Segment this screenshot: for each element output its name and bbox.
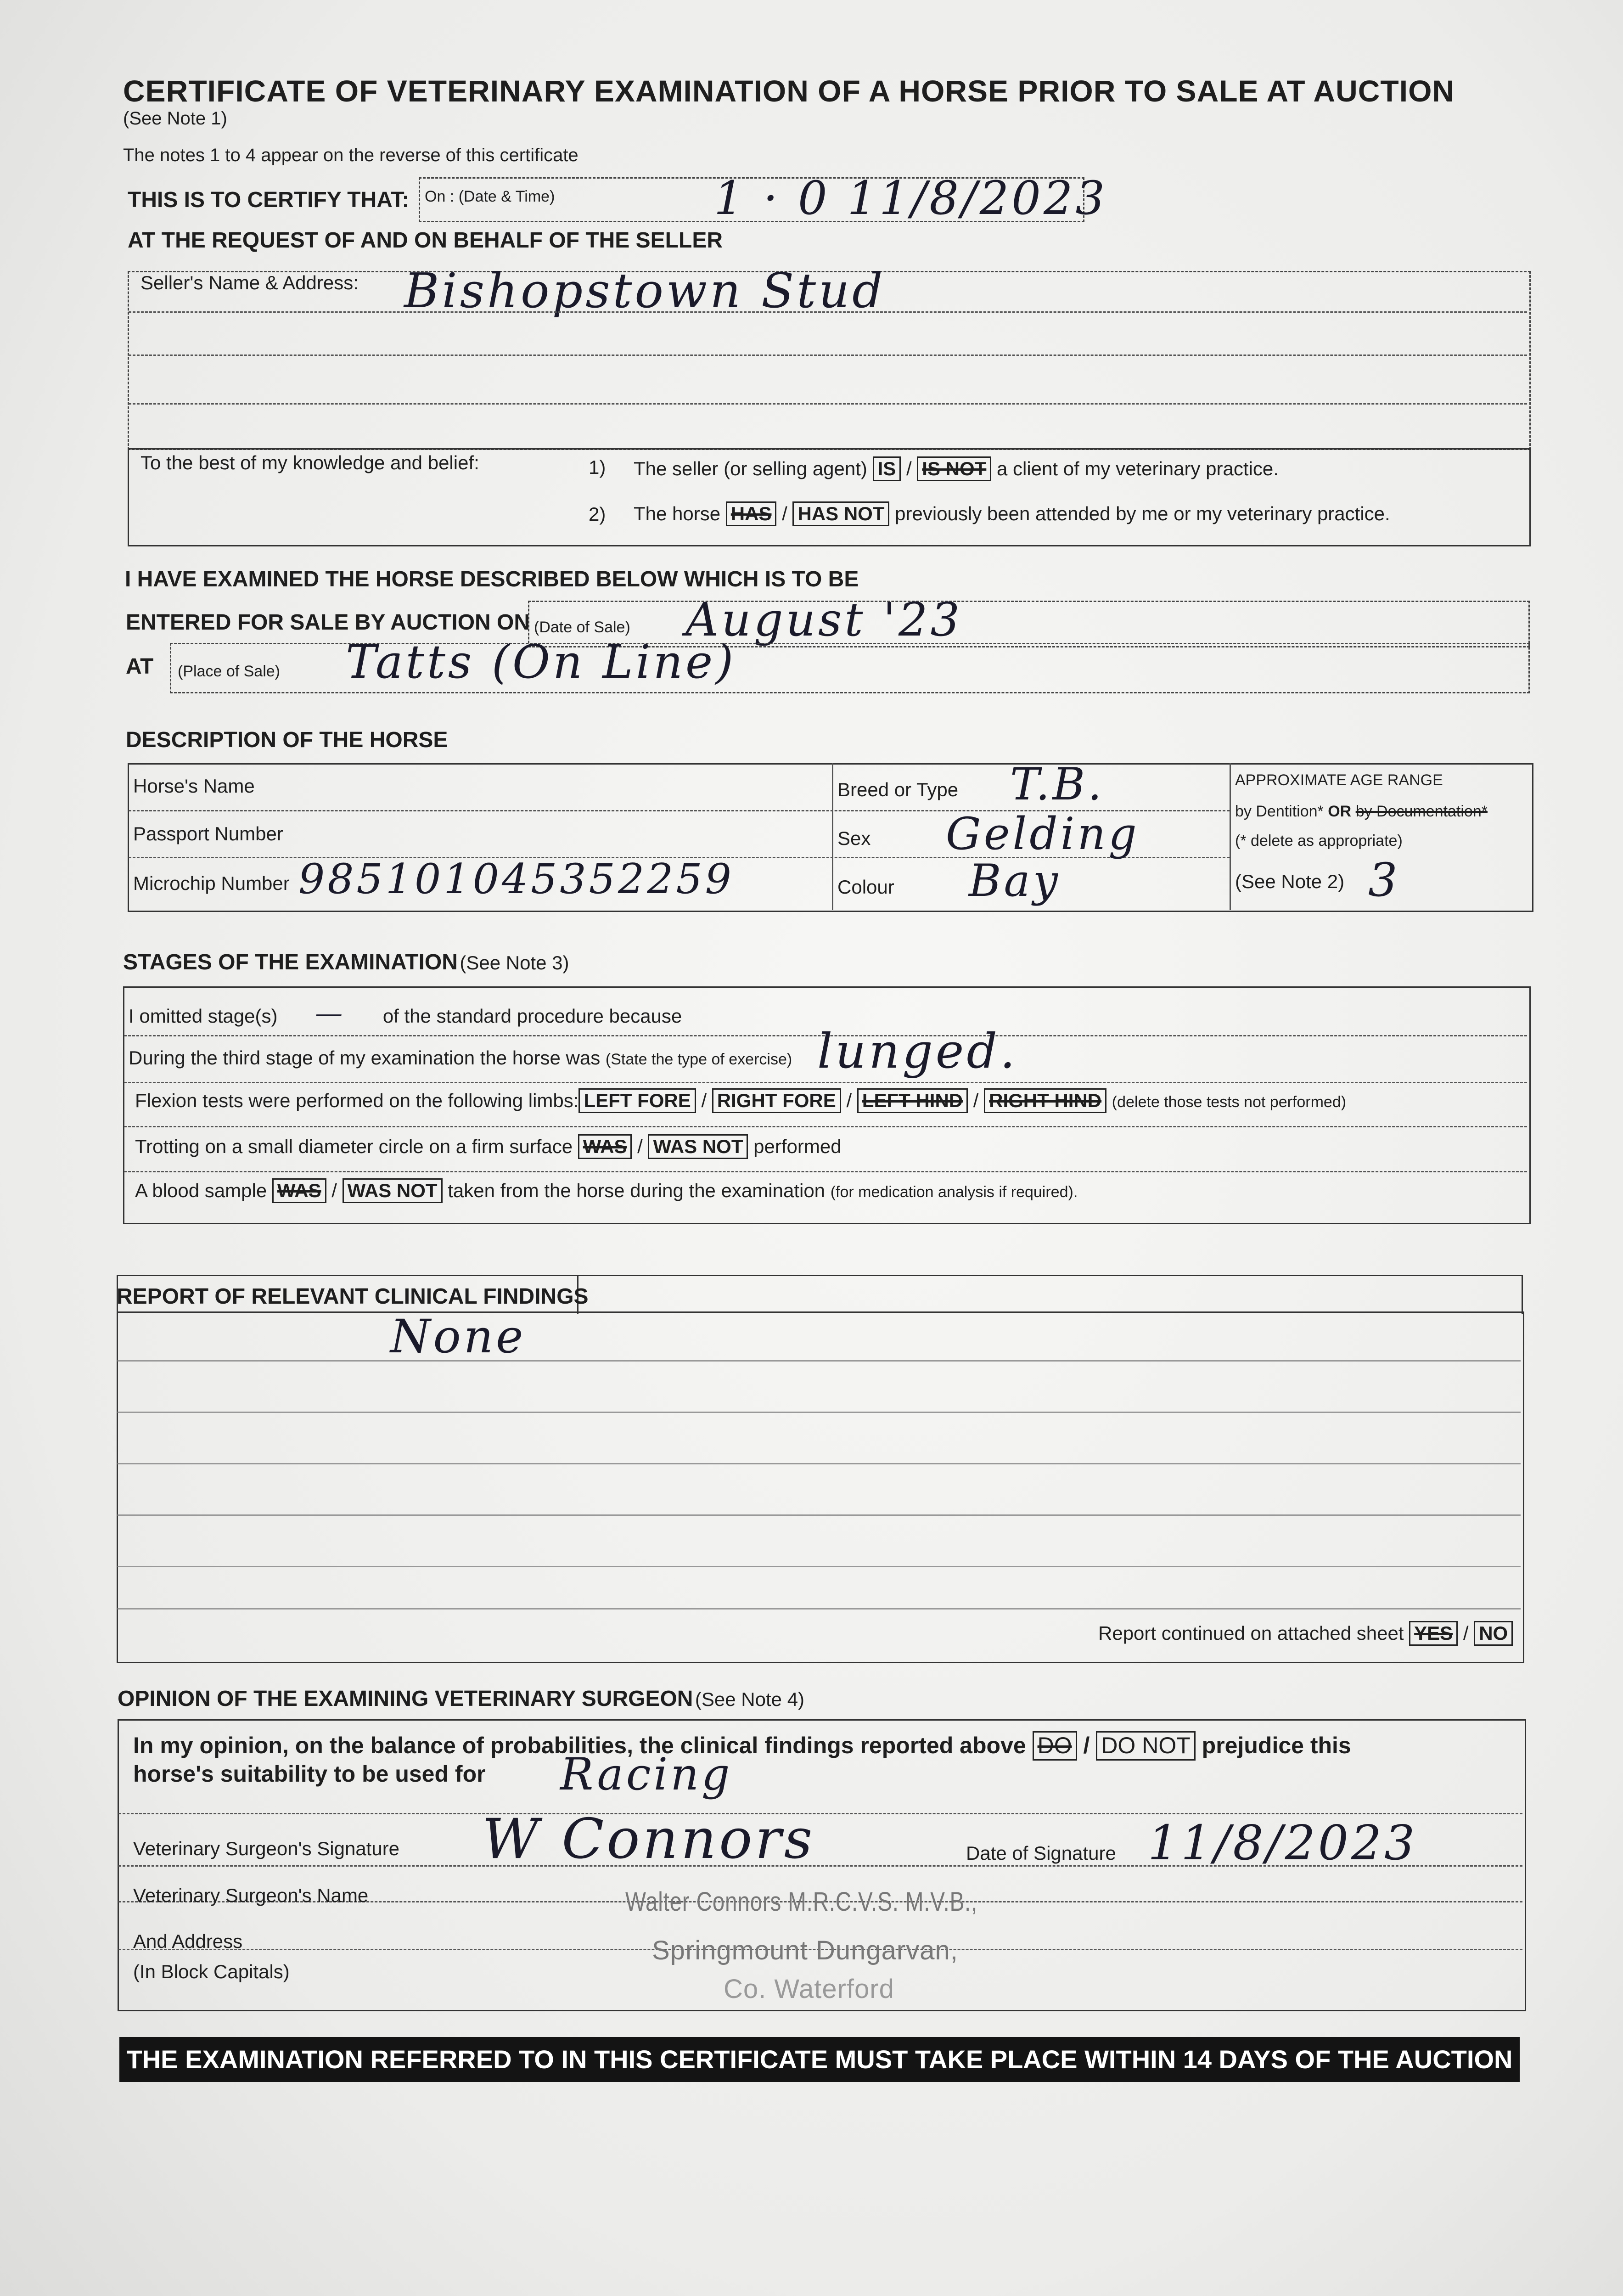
flexion-line [135, 1088, 1346, 1113]
blood-pre: A blood sample [135, 1180, 267, 1201]
slash: / [906, 458, 912, 479]
age-value[interactable]: 3 [1368, 853, 1400, 907]
trot-was-option[interactable]: WAS [578, 1134, 632, 1159]
age-delete-note: (* delete as appropriate) [1235, 832, 1403, 850]
do-option[interactable]: DO [1033, 1731, 1077, 1761]
left-fore-option[interactable]: LEFT FORE [578, 1088, 696, 1113]
signature-label: Veterinary Surgeon's Signature [133, 1838, 400, 1859]
certify-label: THIS IS TO CERTIFY THAT: [128, 188, 410, 212]
opinion-heading-line [118, 1686, 804, 1711]
stages-line-4 [124, 1171, 1527, 1172]
desc-col-divider-1 [832, 763, 833, 910]
report-value[interactable]: None [390, 1310, 526, 1363]
sex-value[interactable]: Gelding [946, 808, 1140, 860]
is-option[interactable]: IS [873, 456, 901, 481]
description-heading: DESCRIPTION OF THE HORSE [126, 728, 448, 752]
report-line-4 [118, 1514, 1521, 1516]
omitted-value[interactable]: — [315, 997, 346, 1030]
slash: / [637, 1136, 643, 1157]
omitted-pre: I omitted stage(s) [129, 1005, 278, 1027]
date-time-label: On : (Date & Time) [425, 188, 555, 205]
right-hind-option[interactable]: RIGHT HIND [984, 1088, 1106, 1113]
trot-pre: Trotting on a small diameter circle on a firm surface [135, 1136, 573, 1157]
use-value[interactable]: Racing [560, 1749, 733, 1800]
seller-line-3 [129, 403, 1527, 405]
slash: / [1463, 1622, 1469, 1644]
seller-line-1 [129, 311, 1527, 313]
slash: / [1083, 1733, 1090, 1758]
at-label: AT [126, 654, 154, 679]
continued-no-option[interactable]: NO [1474, 1621, 1513, 1646]
stages-heading-line [123, 950, 569, 975]
date-of-sale-label: (Date of Sale) [534, 619, 630, 636]
place-of-sale-value: Tatts (On Line) [346, 635, 736, 689]
place-of-sale-label: (Place of Sale) [178, 663, 280, 680]
blood-line [135, 1178, 1078, 1203]
colour-value[interactable]: Bay [969, 855, 1061, 906]
item2-post: previously been attended by me or my veterinary practice. [895, 503, 1390, 524]
vet-stamp-name: Walter Connors M.R.C.V.S. M.V.B., [625, 1887, 978, 1917]
date-of-sale-value: August '23 [685, 593, 963, 647]
place-of-sale-field[interactable] [170, 635, 1530, 693]
breed-value[interactable]: T.B. [1010, 759, 1105, 810]
report-continued-line [1098, 1621, 1513, 1646]
slash: / [782, 503, 787, 524]
sex-label: Sex [837, 827, 871, 849]
request-label: AT THE REQUEST OF AND ON BEHALF OF THE SELLER [128, 228, 723, 253]
passport-label: Passport Number [133, 823, 283, 844]
has-option[interactable]: HAS [726, 501, 777, 526]
opinion-see-note: (See Note 4) [695, 1688, 805, 1710]
opinion-line-2: horse's suitability to be used for [133, 1761, 486, 1787]
colour-label: Colour [837, 876, 894, 898]
age-by-dentition[interactable]: by Dentition* [1235, 803, 1324, 820]
report-continued: Report continued on attached sheet [1098, 1622, 1404, 1644]
do-not-option[interactable]: DO NOT [1096, 1731, 1195, 1761]
knowledge-label: To the best of my knowledge and belief: [140, 452, 479, 473]
third-stage-value[interactable]: lunged. [817, 1023, 1018, 1079]
seller-name-value[interactable]: Bishopstown Stud [404, 263, 886, 319]
item1-text [634, 456, 1279, 481]
breed-label: Breed or Type [837, 779, 959, 800]
omitted-post: of the standard procedure because [382, 1005, 682, 1027]
stages-heading: STAGES OF THE EXAMINATION [123, 950, 458, 974]
blood-was-option[interactable]: WAS [272, 1178, 326, 1203]
age-by-documentation[interactable]: by Documentation* [1355, 803, 1488, 820]
date-of-signature-value[interactable]: 11/8/2023 [1148, 1815, 1418, 1871]
age-or: OR [1328, 803, 1352, 820]
slash: / [973, 1090, 979, 1111]
block-capitals-label: (In Block Capitals) [133, 1961, 290, 1982]
desc-col-divider-2 [1230, 763, 1231, 910]
report-line-3 [118, 1463, 1521, 1464]
continued-yes-option[interactable]: YES [1409, 1621, 1458, 1646]
trot-was-not-option[interactable]: WAS NOT [648, 1134, 748, 1159]
date-time-field[interactable] [419, 171, 1108, 225]
third-stage-pre: During the third stage of my examination the horse was [129, 1047, 601, 1069]
horse-name-label: Horse's Name [133, 775, 255, 797]
trot-line [135, 1134, 842, 1159]
see-note-1: (See Note 1) [123, 108, 227, 129]
stages-line-2 [124, 1082, 1527, 1083]
opinion-line-divider-1 [118, 1813, 1522, 1814]
signature-value[interactable]: W Connors [482, 1807, 815, 1871]
item2-pre: The horse [634, 503, 721, 524]
vet-stamp-address: Springmount Dungarvan, [652, 1936, 958, 1965]
date-of-signature-label: Date of Signature [966, 1842, 1116, 1864]
notes-line: The notes 1 to 4 appear on the reverse of this certificate [123, 145, 578, 165]
item1-pre: The seller (or selling agent) [634, 458, 867, 479]
report-line-5 [118, 1566, 1521, 1567]
entered-label: ENTERED FOR SALE BY AUCTION ON [126, 610, 530, 635]
flexion-post: (delete those tests not performed) [1112, 1093, 1347, 1111]
age-heading: APPROXIMATE AGE RANGE [1235, 771, 1443, 789]
certificate-title: CERTIFICATE OF VETERINARY EXAMINATION OF A HORSE PRIOR TO SALE AT AUCTION [123, 74, 1455, 108]
blood-was-not-option[interactable]: WAS NOT [343, 1178, 443, 1203]
is-not-option[interactable]: IS NOT [917, 456, 991, 481]
date-time-value: 1 · 0 11/8/2023 [714, 171, 1108, 225]
opinion-heading: OPINION OF THE EXAMINING VETERINARY SURGEON [118, 1687, 693, 1711]
report-line-1 [118, 1360, 1521, 1362]
vet-name-label: Veterinary Surgeon's Name [133, 1885, 369, 1906]
footer-banner: THE EXAMINATION REFERRED TO IN THIS CERTIFICATE MUST TAKE PLACE WITHIN 14 DAYS OF THE AUCTION [119, 2037, 1520, 2082]
seller-name-label: Seller's Name & Address: [140, 272, 359, 293]
report-heading: REPORT OF RELEVANT CLINICAL FINDINGS [117, 1284, 589, 1309]
slash: / [701, 1090, 707, 1111]
report-box[interactable] [117, 1311, 1524, 1663]
report-line-6 [118, 1608, 1521, 1609]
item1-post: a client of my veterinary practice. [996, 458, 1279, 479]
address-label: And Address [133, 1930, 243, 1952]
opinion-line1-pre: In my opinion, on the balance of probabilities, the clinical findings reported above [133, 1733, 1026, 1758]
report-top-box [576, 1275, 1523, 1314]
third-stage-note: (State the type of exercise) [605, 1051, 792, 1068]
opinion-line-1 [133, 1731, 1351, 1761]
trot-post: performed [753, 1136, 842, 1157]
has-not-option[interactable]: HAS NOT [792, 501, 889, 526]
item2-number: 2) [589, 503, 606, 525]
vet-stamp-county: Co. Waterford [724, 1974, 894, 2004]
examined-line: I HAVE EXAMINED THE HORSE DESCRIBED BELOW WHICH IS TO BE [125, 567, 859, 591]
right-fore-option[interactable]: RIGHT FORE [712, 1088, 841, 1113]
seller-line-2 [129, 355, 1527, 356]
left-hind-option[interactable]: LEFT HIND [857, 1088, 968, 1113]
blood-note: (for medication analysis if required). [830, 1183, 1078, 1201]
item1-number: 1) [589, 456, 606, 478]
slash: / [331, 1180, 337, 1201]
microchip-label: Microchip Number [133, 872, 290, 894]
age-see-note: (See Note 2) [1235, 871, 1345, 892]
blood-post: taken from the horse during the examination [448, 1180, 826, 1201]
omitted-line [129, 997, 682, 1030]
stages-line-3 [124, 1126, 1527, 1127]
flexion-pre: Flexion tests were performed on the following limbs: [135, 1090, 579, 1111]
stages-see-note: (See Note 3) [460, 952, 569, 974]
third-stage-line [129, 1047, 792, 1069]
opinion-line1-post: prejudice this [1202, 1733, 1351, 1758]
microchip-value[interactable]: 985101045352259 [298, 855, 734, 903]
report-line-2 [118, 1412, 1521, 1413]
slash: / [846, 1090, 852, 1111]
age-method-line [1235, 803, 1488, 821]
item2-text [634, 501, 1390, 526]
